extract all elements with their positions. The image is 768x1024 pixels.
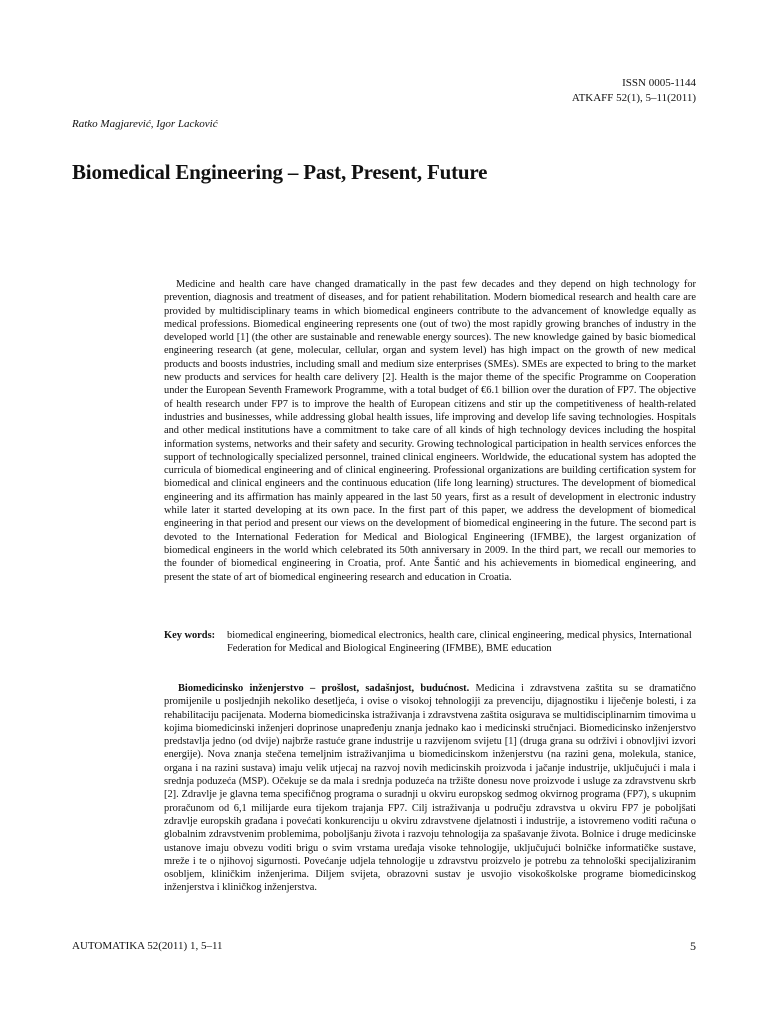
citation-line: ATKAFF 52(1), 5–11(2011) [571,92,696,104]
keywords-list: biomedical engineering, biomedical electronics, health care, clinical engineering, medical physics, International Federation for Medical and Biological Engineering (IFMBE), BME education [227,630,692,655]
croatian-abstract-title: Biomedicinsko inženjerstvo – prošlost, sadašnjost, budućnost. [178,683,470,694]
journal-header [572,76,696,106]
issn-line: ISSN 0005-1144 [622,77,696,89]
croatian-abstract [164,682,696,895]
paper-title: Biomedical Engineering – Past, Present, Future [72,160,488,184]
footer-journal: AUTOMATIKA 52(2011) 1, 5–11 [72,940,223,952]
author-names: Ratko Magjarević, Igor Lacković [72,118,218,130]
keywords-block [164,629,696,656]
abstract-paragraph: Medicine and health care have changed dramatically in the past few decades and they depend on high technology for prevention, diagnosis and treatment of diseases, and for patient rehabilitation. Modern biomedical research and health care are provided by multidisciplinary teams in which biomedical engineers contribute to the advancement of knowledge equally as medical professions. Biomedical engineering represents one (out of two) the most rapidly growing branches of industry in the developed world [1] (the other are sustainable and renewable energy sources). The new knowledge gained by basic biomedical engineering research (at gene, molecular, cellular, organ and system level) has high impact on the growth of new medical products and boosts industries, including small and medium size enterprises (SMEs). SMEs are expected to bring to the market new products and services for health care delivery [2]. Health is the major theme of the specific Programme on Cooperation under the European Seventh Framework Programme, with a total budget of €6.1 billion over the duration of FP7. The objective of health research under FP7 is to improve the health of European citizens and stir up the competitiveness of health-related industries and businesses, while addressing global health issues, life improving and develop life saving technologies. Hospitals and other medical institutions have a commitment to take care of all kinds of high technology devices including the hospital information systems, networks and their safety and security. Growing technological participation in health services enforces the support of technologically specialized personnel, trained clinical engineers. Worldwide, the educational system has adopted the curricula of biomedical engineering and of clinical engineering. Professional organizations are building certification system for biomedical and clinical engineers and the continuous education (life long learning) structures. The development of biomedical engineering and its affirmation has mainly appeared in the last 50 years, first as a result of development in electronic industry while later it started developing at its own pace. In the first part of this paper, we address the development of biomedical engineering in that period and present our views on the development of biomedical engineering in the future. The second part is devoted to the International Federation for Medical and Biological Engineering (IFMBE), the largest organization of biomedical engineers in the world which celebrated its 50th anniversary in 2009. In the third part, we recall our memories to the founder of biomedical engineering in Croatia, prof. Ante Šantić and his achievements in biomedical engineering, and present the state of art of biomedical engineering research and education in Croatia. [164,279,696,583]
croatian-abstract-text: Medicina i zdravstvena zaštita su se dramatično promijenile u posljednjih nekoliko desetljeća, i ovise o visokoj tehnologiji za prevenciju, dijagnostiku i liječenje bolesti, i za rehabilitaciju pacijenata. Moderna biomedicinska istraživanja i zdravstvena zaštita osigurava se multidisciplinarnim timovima u kojima biomedicinski inženjeri doprinose unapređenju znanja jednako kao i medicinski stručnjaci. Biomedicinsko inženjerstvo predstavlja jedno (od dvije) najbrže rastuće grane industrije u razvijenom svijetu [1] (druga grana su održivi i obnovljivi izvori energije). Nova znanja stečena temeljnim istraživanjima u biomedicinskom inženjerstvu (na razini gena, molekula, stanice, organa i na razini sustava) imaju velik utjecaj na razvoj novih medicinskih proizvoda i jačanje industrije, uključujući i mala i srednja poduzeća (MSP). Očekuje se da mala i srednja poduzeća na tržište donesu nove proizvode i usluge za zdravstvenu skrb [2]. Zdravlje je glavna tema specifičnog programa o suradnji u okviru europskog sedmog okvirnog programa (FP7), s ukupnim proračunom od 6,1 milijarde eura tijekom trajanja FP7. Cilj istraživanja u području zdravstva u okviru FP7 je poboljšati zdravlje europskih građana i povećati konkurenciju u okviru zdravstvene djelatnosti i industrije, a istovremeno voditi računa o globalnim zdravstvenim problemima, poboljšanju života i razvoju tehnologija za spašavanje života. Bolnice i druge medicinske ustanove imaju obvezu voditi brigu o svim vrstama uređaja visoke tehnologije, uključujući bolničke informatičke sustave, mreže i te o njihovoj sigurnosti. Povećanje udjela tehnologije u zdravstvu proizvelo je potrebu za tehnološki specijaliziranim osobljem, kliničkim inženjerima. Diljem svijeta, obrazovni sustav je usvojio visokoškolske programe biomedicinskog inženjerstva i kliničkog inženjerstva. [164,683,696,894]
page-number: 5 [690,939,696,953]
keywords-label: Key words: [164,630,216,641]
